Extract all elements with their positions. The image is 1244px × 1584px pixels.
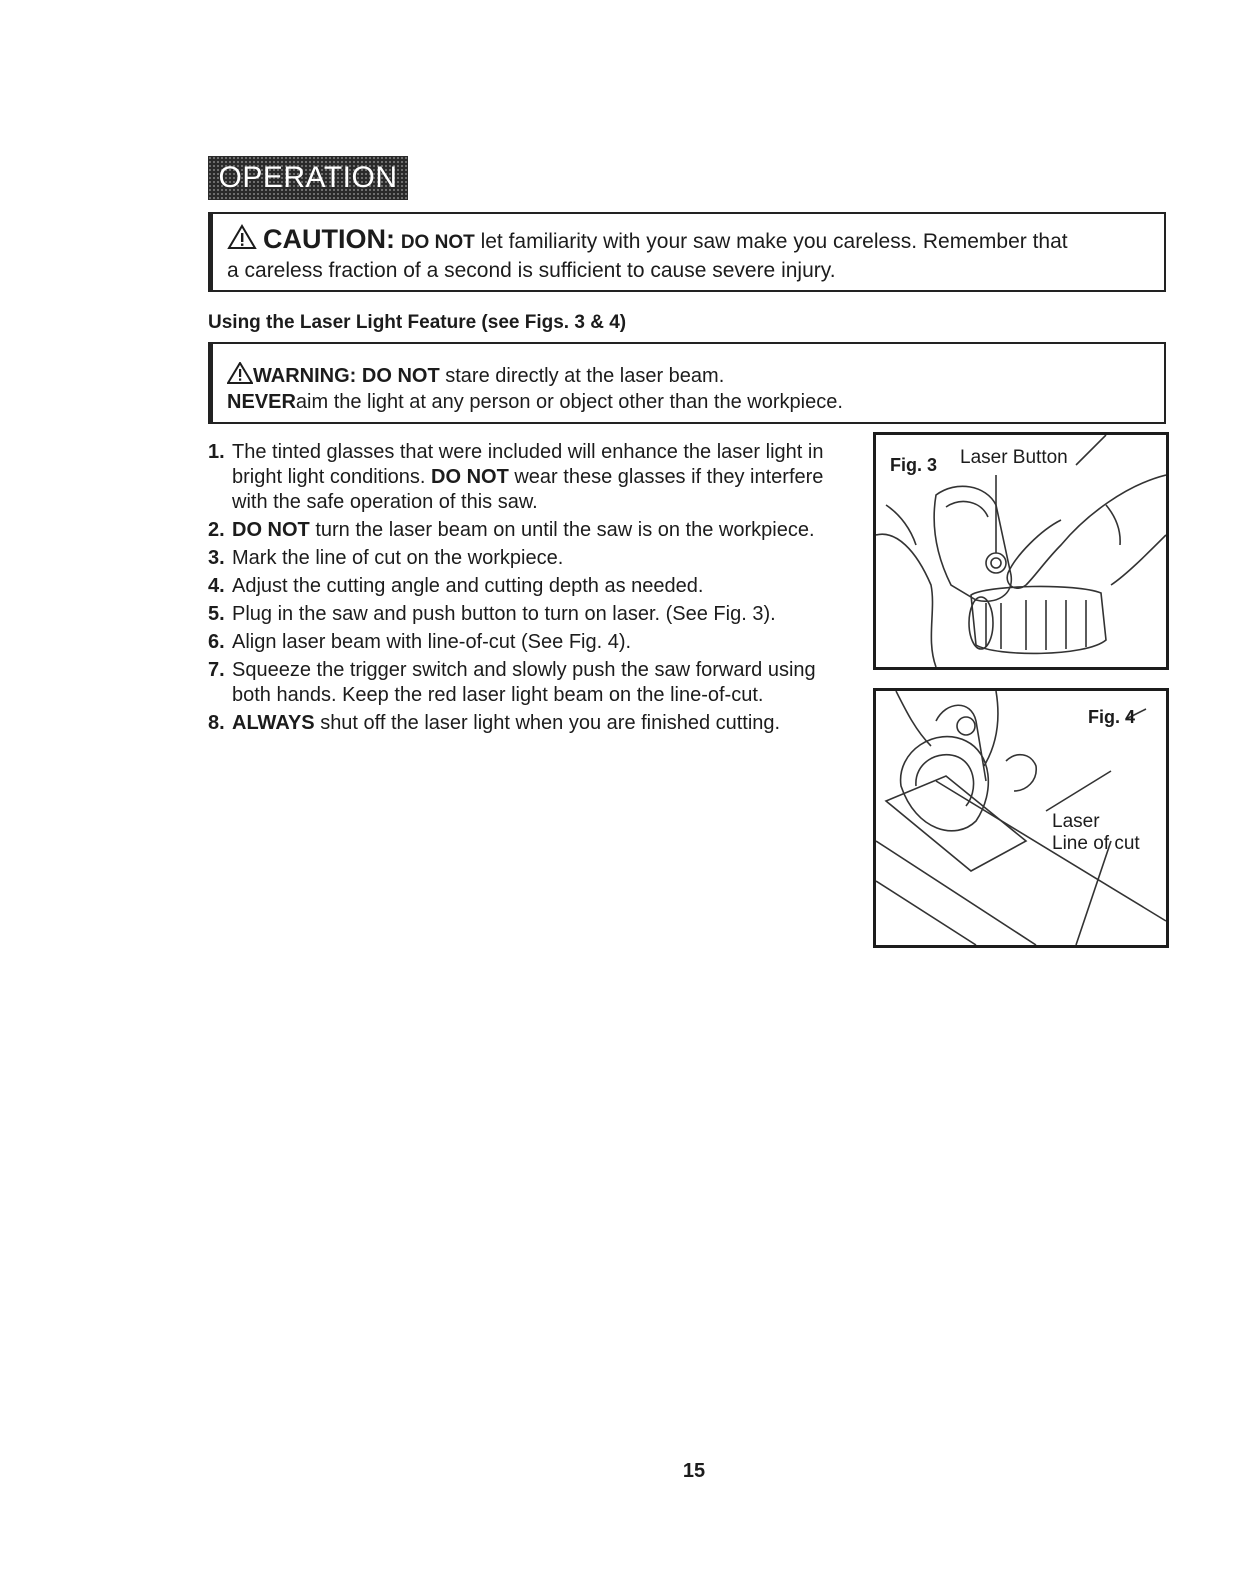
- caution-label: CAUTION:: [263, 224, 395, 254]
- page-number: 15: [682, 1460, 706, 1482]
- list-item: 3. Mark the line of cut on the workpiece.: [208, 547, 564, 569]
- fig3-label: Fig. 3: [890, 455, 938, 475]
- laser-section-heading: Using the Laser Light Feature (see Figs. 3 & 4): [208, 312, 627, 333]
- fig4-callout-line-of-cut: Line of cut: [1052, 833, 1140, 854]
- warning-label: WARNING:: [253, 365, 357, 387]
- list-item: 8. ALWAYS shut off the laser light when you are finished cutting.: [208, 712, 781, 734]
- list-item: 1. The tinted glasses that were included will enhance the laser light in bright light conditions. DO NOT wear these glasses if they interfere with the safe operation of this saw.: [208, 441, 824, 513]
- warning-box: [208, 342, 1166, 424]
- laser-line-of-cut-illustration: [876, 691, 1166, 945]
- fig3-callout-laser-button: Laser Button: [960, 447, 1068, 468]
- warning-text-1: stare directly at the laser beam.: [445, 365, 725, 387]
- list-item: 4. Adjust the cutting angle and cutting depth as needed.: [208, 575, 704, 597]
- warning-emphasis: DO NOT: [361, 365, 440, 387]
- section-title: OPERATION: [218, 161, 398, 194]
- list-item: 5. Plug in the saw and push button to turn on laser. (See Fig. 3).: [208, 603, 776, 625]
- figure-4: [873, 688, 1169, 948]
- warning-triangle-icon: [227, 224, 257, 250]
- figure-3: [873, 432, 1169, 670]
- warning-triangle-icon: [227, 362, 253, 384]
- fig4-label: Fig. 4: [1088, 707, 1136, 727]
- caution-text-1: let familiarity with your saw make you careless. Remember that: [480, 230, 1068, 253]
- laser-steps-list: [208, 440, 848, 739]
- caution-box: [208, 212, 1166, 292]
- list-item: 6. Align laser beam with line-of-cut (See Fig. 4).: [208, 631, 632, 653]
- warning-never: NEVER: [227, 391, 296, 413]
- caution-emphasis: DO NOT: [400, 232, 475, 253]
- list-item: 2. DO NOT turn the laser beam on until the saw is on the workpiece.: [208, 519, 815, 541]
- list-item: 7. Squeeze the trigger switch and slowly push the saw forward using both hands. Keep the red laser light beam on the line-of-cut.: [208, 659, 816, 706]
- fig4-callout-laser: Laser: [1052, 811, 1100, 832]
- warning-text-2: aim the light at any person or object other than the workpiece.: [295, 391, 843, 413]
- section-title-tab: [208, 156, 408, 200]
- caution-text-2: a careless fraction of a second is sufficient to cause severe injury.: [227, 259, 836, 282]
